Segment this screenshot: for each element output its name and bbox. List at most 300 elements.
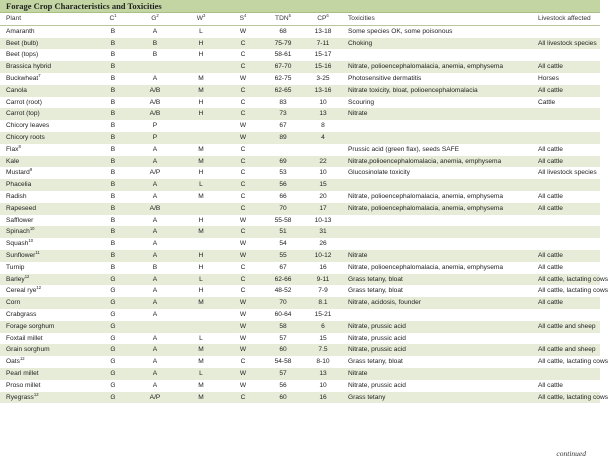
- table-cell: [178, 132, 224, 144]
- table-cell: 9-11: [304, 274, 342, 286]
- table-cell: A: [152, 240, 158, 248]
- table-row: [0, 274, 600, 286]
- table-row: [0, 179, 600, 191]
- table-cell: A: [152, 287, 158, 295]
- table-cell: All cattle: [538, 192, 563, 200]
- table-cell: 55-58: [274, 216, 292, 224]
- table-row: [0, 333, 600, 345]
- table-cell: [342, 132, 532, 144]
- table-cell: A/B: [149, 98, 161, 106]
- table-cell: Nitrate, prussic acid: [348, 381, 406, 389]
- table-cell: C: [240, 287, 246, 295]
- table-cell: 54-58: [274, 358, 292, 366]
- table-cell: W: [239, 240, 247, 248]
- table-cell: [342, 215, 532, 227]
- table-cell: A: [132, 250, 178, 262]
- plant-cell: Oats$^{12}$: [6, 356, 25, 366]
- table-cell: [532, 108, 600, 120]
- table-cell: G: [94, 392, 132, 404]
- table-cell: B: [94, 203, 132, 215]
- table-cell: Nitrate, polioencephalomalacia, anemia, emphysema: [342, 61, 532, 73]
- table-cell: C: [240, 51, 246, 59]
- table-cell: Nitrate,polioencephalomalacia, anemia, emphysema: [342, 156, 532, 168]
- table-cell: 10-13: [314, 216, 332, 224]
- table-cell: 53: [279, 169, 287, 177]
- plant-cell: Crabgrass: [6, 310, 37, 318]
- plant-cell: Carrot (root): [6, 98, 42, 106]
- plant-cell: Phacelia: [0, 179, 94, 191]
- table-cell: C: [240, 263, 246, 271]
- plant-cell: Grain sorghum: [0, 344, 94, 356]
- table-cell: H: [198, 287, 204, 295]
- table-cell: P: [152, 122, 158, 130]
- table-cell: Glucosinolate toxicity: [348, 169, 410, 177]
- table-cell: 15-21: [314, 310, 332, 318]
- column-header: Plant: [0, 13, 94, 25]
- table-cell: 10: [319, 98, 327, 106]
- table-cell: Nitrate, polioencephalomalacia, anemia, emphysema: [348, 263, 504, 271]
- table-cell: G: [110, 287, 116, 295]
- table-cell: All livestock species: [538, 169, 597, 177]
- table-cell: W: [239, 334, 247, 342]
- table-cell: G: [110, 334, 116, 342]
- table-cell: B: [94, 179, 132, 191]
- table-cell: A: [152, 216, 158, 224]
- table-cell: [178, 321, 224, 333]
- table-row: [0, 85, 600, 97]
- plant-cell: Amaranth: [6, 27, 35, 35]
- column-header: Toxicities: [342, 13, 532, 25]
- table-cell: [132, 61, 178, 73]
- table-cell: L: [178, 179, 224, 191]
- table-cell: All cattle: [538, 145, 563, 153]
- table-cell: [342, 226, 532, 238]
- table-cell: C: [240, 98, 246, 106]
- table-cell: Grass tetany, bloat: [348, 358, 403, 366]
- table-cell: M: [178, 392, 224, 404]
- table-cell: [342, 238, 532, 250]
- table-cell: 57: [262, 368, 304, 380]
- table-cell: A: [152, 145, 158, 153]
- table-cell: 7-11: [304, 38, 342, 50]
- table-cell: G: [94, 321, 132, 333]
- table-cell: 55: [262, 250, 304, 262]
- table-cell: All cattle: [532, 85, 600, 97]
- plant-cell: Beet (tops): [6, 51, 39, 59]
- table-cell: Grass tetany, bloat: [348, 287, 403, 295]
- table-cell: [132, 321, 178, 333]
- table-cell: 66: [279, 192, 287, 200]
- table-cell: B: [94, 250, 132, 262]
- table-cell: A: [152, 192, 158, 200]
- table-cell: W: [239, 74, 247, 82]
- column-header: $G^2$: [132, 13, 178, 25]
- table-cell: B: [94, 108, 132, 120]
- table-cell: 70: [262, 297, 304, 309]
- table-cell: 68: [279, 27, 287, 35]
- table-cell: G: [94, 344, 132, 356]
- table-cell: 15-17: [314, 51, 332, 59]
- table-row: [0, 321, 600, 333]
- table-cell: 26: [319, 240, 327, 248]
- table-cell: H: [198, 216, 204, 224]
- table-cell: C: [240, 169, 246, 177]
- table-cell: 16: [304, 392, 342, 404]
- table-cell: B: [152, 51, 158, 59]
- table-row: [0, 392, 600, 404]
- table-cell: B: [110, 145, 116, 153]
- table-cell: G: [110, 310, 116, 318]
- table-body: [0, 25, 608, 403]
- table-cell: H: [198, 98, 204, 106]
- table-row: [0, 156, 600, 168]
- table-cell: C: [240, 192, 246, 200]
- table-cell: A: [152, 74, 158, 82]
- table-cell: Nitrate, prussic acid: [342, 321, 532, 333]
- table-cell: B: [110, 122, 116, 130]
- table-cell: C: [224, 274, 262, 286]
- table-cell: [532, 238, 600, 250]
- table-cell: All livestock species: [532, 38, 600, 50]
- table-cell: B: [110, 216, 116, 224]
- table-cell: W: [239, 381, 247, 389]
- table-cell: 67-70: [262, 61, 304, 73]
- table-cell: B: [110, 98, 116, 106]
- table-cell: Nitrate, prussic acid: [342, 344, 532, 356]
- table-cell: Choking: [342, 38, 532, 50]
- table-cell: [532, 333, 600, 345]
- table-cell: 3-25: [316, 74, 330, 82]
- table-cell: All cattle: [532, 156, 600, 168]
- table-row: [0, 238, 600, 250]
- table-cell: [342, 179, 532, 191]
- plant-cell: Barley$^{12}$: [0, 274, 94, 286]
- table-cell: 15-16: [304, 61, 342, 73]
- table-cell: B: [110, 169, 116, 177]
- table-title: Forage Crop Characteristics and Toxicities: [0, 0, 600, 13]
- table-cell: B: [94, 61, 132, 73]
- table-cell: [178, 238, 224, 250]
- table-cell: 67: [279, 122, 287, 130]
- column-header: $CP^6$: [304, 13, 342, 25]
- column-header: $S^4$: [224, 13, 262, 25]
- table-row: [0, 132, 600, 144]
- table-cell: A: [132, 179, 178, 191]
- table-cell: All cattle: [532, 297, 600, 309]
- table-cell: 20: [319, 192, 327, 200]
- table-cell: 10: [319, 169, 327, 177]
- table-cell: A: [152, 358, 158, 366]
- table-cell: M: [198, 145, 204, 153]
- table-cell: 10-12: [304, 250, 342, 262]
- table-cell: A/B: [132, 108, 178, 120]
- table-cell: Nitrate, prussic acid: [348, 334, 406, 342]
- table-cell: L: [178, 368, 224, 380]
- table-cell: 10: [319, 381, 327, 389]
- table-cell: 13-16: [304, 85, 342, 97]
- table-cell: C: [224, 392, 262, 404]
- plant-cell: Pearl millet: [0, 368, 94, 380]
- table-cell: [178, 120, 224, 132]
- table-cell: B: [94, 156, 132, 168]
- table-cell: 15: [304, 179, 342, 191]
- table-cell: 56: [262, 179, 304, 191]
- plant-cell: Foxtail millet: [6, 334, 43, 342]
- table-cell: [178, 309, 224, 321]
- plant-cell: Chicory leaves: [6, 122, 50, 130]
- column-header: $W^3$: [178, 13, 224, 25]
- table-cell: M: [198, 381, 204, 389]
- plant-cell: Chicory roots: [0, 132, 94, 144]
- table-row: [0, 356, 600, 368]
- plant-cell: Kale: [0, 156, 94, 168]
- table-row: [0, 167, 600, 179]
- table-row: [0, 368, 600, 380]
- table-cell: 4: [304, 132, 342, 144]
- table-cell: All cattle: [532, 250, 600, 262]
- plant-cell: Carrot (top): [0, 108, 94, 120]
- table-cell: 58-61: [274, 51, 292, 59]
- table-row: [0, 144, 600, 156]
- table-cell: W: [239, 27, 247, 35]
- table-cell: M: [178, 156, 224, 168]
- table-cell: 8: [321, 122, 325, 130]
- table-cell: 48-52: [274, 287, 292, 295]
- table-cell: Nitrate, polioencephalomalacia, anemia, emphysema: [348, 192, 504, 200]
- table-cell: A: [132, 274, 178, 286]
- table-cell: 75-79: [262, 38, 304, 50]
- table-cell: C: [240, 145, 246, 153]
- table-cell: C: [224, 61, 262, 73]
- table-cell: 13-18: [314, 27, 332, 35]
- table-row: [0, 25, 600, 37]
- table-cell: C: [224, 156, 262, 168]
- table-cell: C: [224, 85, 262, 97]
- continued-note: continued: [556, 449, 586, 458]
- table-header: [0, 13, 600, 25]
- table-cell: [532, 226, 600, 238]
- table-cell: 22: [304, 156, 342, 168]
- plant-cell: Proso millet: [6, 381, 41, 389]
- table-cell: H: [178, 108, 224, 120]
- table-cell: M: [198, 358, 204, 366]
- table-cell: B: [132, 38, 178, 50]
- plant-cell: Flax$^8$: [6, 143, 21, 153]
- plant-cell: Squash$^{10}$: [6, 238, 34, 248]
- table-cell: W: [239, 216, 247, 224]
- table-cell: [532, 368, 600, 380]
- table-cell: All cattle: [532, 203, 600, 215]
- table-cell: [342, 309, 532, 321]
- column-header: Livestock affected: [532, 13, 600, 25]
- table-cell: 31: [304, 226, 342, 238]
- table-cell: All cattle, lactating cows: [538, 358, 608, 366]
- table-cell: C: [224, 203, 262, 215]
- table-cell: 7.5: [304, 344, 342, 356]
- table-row: [0, 297, 600, 309]
- table-cell: B: [110, 74, 116, 82]
- table-cell: All cattle, lactating cows: [532, 274, 600, 286]
- table-cell: C: [224, 226, 262, 238]
- table-cell: H: [198, 263, 204, 271]
- plant-cell: Mustard$^9$: [6, 167, 33, 177]
- table-cell: All cattle: [538, 381, 563, 389]
- table-cell: Nitrate, acidosis, founder: [342, 297, 532, 309]
- table-cell: B: [110, 240, 116, 248]
- plant-cell: Rapeseed: [0, 203, 94, 215]
- table-cell: 83: [279, 98, 287, 106]
- table-cell: W: [239, 122, 247, 130]
- table-cell: 62-75: [274, 74, 292, 82]
- plant-cell: Canola: [0, 85, 94, 97]
- table-cell: Cattle: [538, 98, 556, 106]
- table-cell: G: [110, 358, 116, 366]
- table-cell: Nitrate, polioencephalomalacia, anemia, emphysema: [342, 203, 532, 215]
- table-cell: M: [178, 297, 224, 309]
- table-cell: Scouring: [348, 98, 375, 106]
- table-cell: 67: [279, 263, 287, 271]
- table-cell: 13: [304, 108, 342, 120]
- table-cell: 7-9: [318, 287, 328, 295]
- table-row: [0, 38, 600, 50]
- table-cell: [532, 132, 600, 144]
- table-cell: 8.1: [304, 297, 342, 309]
- table-cell: H: [178, 250, 224, 262]
- table-cell: A: [132, 344, 178, 356]
- table-cell: 54: [279, 240, 287, 248]
- table-row: [0, 49, 600, 61]
- table-cell: 56: [279, 381, 287, 389]
- table-cell: [304, 144, 342, 156]
- table-cell: 58: [262, 321, 304, 333]
- table-cell: Horses: [538, 74, 559, 82]
- table-row: [0, 73, 600, 85]
- table-cell: B: [110, 27, 116, 35]
- plant-cell: Buckwheat$^7$: [6, 72, 41, 82]
- plant-cell: Ryegrass$^{12}$: [0, 392, 94, 404]
- table-cell: M: [198, 74, 204, 82]
- table-cell: B: [152, 263, 158, 271]
- table-cell: 73: [262, 108, 304, 120]
- plant-cell: Sunflower$^{11}$: [0, 250, 94, 262]
- table-cell: B: [94, 85, 132, 97]
- table-cell: 57: [279, 334, 287, 342]
- table-cell: A/B: [132, 203, 178, 215]
- table-cell: W: [224, 297, 262, 309]
- table-cell: 60: [262, 344, 304, 356]
- plant-cell: Spinach$^{10}$: [0, 226, 94, 238]
- table-cell: G: [94, 368, 132, 380]
- table-row: [0, 97, 600, 109]
- table-cell: W: [224, 368, 262, 380]
- table-row: [0, 108, 600, 120]
- table-cell: L: [178, 274, 224, 286]
- table-cell: L: [199, 27, 203, 35]
- table-cell: B: [94, 226, 132, 238]
- table-cell: A: [132, 226, 178, 238]
- table-cell: Nitrate toxicity, bloat, polioencephalomalacia: [342, 85, 532, 97]
- table-cell: 89: [262, 132, 304, 144]
- table-cell: A/P: [149, 169, 161, 177]
- table-cell: A/B: [132, 85, 178, 97]
- table-cell: A/P: [132, 392, 178, 404]
- table-cell: B: [110, 192, 116, 200]
- table-cell: W: [224, 321, 262, 333]
- table-cell: B: [110, 263, 116, 271]
- column-header: TDN$^5$: [262, 13, 304, 25]
- plant-cell: Safflower: [6, 216, 34, 224]
- table-cell: G: [110, 381, 116, 389]
- table-cell: B: [110, 51, 116, 59]
- table-cell: W: [239, 310, 247, 318]
- table-cell: [532, 120, 600, 132]
- table-cell: B: [94, 132, 132, 144]
- table-cell: [342, 120, 532, 132]
- table-row: [0, 215, 600, 227]
- table-cell: C: [240, 358, 246, 366]
- table-cell: H: [178, 38, 224, 50]
- plant-cell: Cereal rye$^{12}$: [6, 285, 42, 295]
- table-cell: 17: [304, 203, 342, 215]
- table-cell: B: [94, 38, 132, 50]
- table-cell: W: [224, 344, 262, 356]
- table-cell: 8-10: [316, 358, 330, 366]
- table-cell: 62-66: [262, 274, 304, 286]
- table-cell: 70: [262, 203, 304, 215]
- table-cell: All cattle and sheep: [532, 321, 600, 333]
- table-cell: C: [224, 179, 262, 191]
- table-cell: A: [152, 381, 158, 389]
- table-cell: All cattle, lactating cows: [538, 287, 608, 295]
- table-cell: W: [224, 132, 262, 144]
- table-cell: 16: [319, 263, 327, 271]
- table-cell: 60: [262, 392, 304, 404]
- plant-cell: Turnip: [6, 263, 25, 271]
- table-cell: [532, 49, 600, 61]
- table-cell: All cattle: [532, 61, 600, 73]
- table-cell: A: [132, 156, 178, 168]
- table-cell: 62-65: [262, 85, 304, 97]
- table-cell: M: [178, 344, 224, 356]
- table-cell: [532, 215, 600, 227]
- table-cell: [532, 25, 600, 37]
- table-cell: G: [94, 297, 132, 309]
- table-cell: H: [198, 169, 204, 177]
- forage-crop-table: [0, 13, 608, 403]
- table-cell: All cattle and sheep: [532, 344, 600, 356]
- table-cell: 60-64: [274, 310, 292, 318]
- table-cell: [178, 61, 224, 73]
- table-row: [0, 203, 600, 215]
- table-cell: Prussic acid (green flax), seeds SAFE: [348, 145, 460, 153]
- table-cell: 13: [304, 368, 342, 380]
- header-row: [0, 13, 600, 25]
- table-cell: Photosensitive dermatitis: [348, 74, 422, 82]
- table-cell: C: [224, 38, 262, 50]
- table-cell: C: [224, 108, 262, 120]
- table-cell: A: [152, 310, 158, 318]
- table-cell: 51: [262, 226, 304, 238]
- table-cell: [178, 203, 224, 215]
- table-cell: Some species OK, some poisonous: [348, 27, 453, 35]
- table-cell: [342, 49, 532, 61]
- table-row: [0, 120, 600, 132]
- table-cell: [532, 179, 600, 191]
- table-cell: Nitrate: [342, 250, 532, 262]
- table-row: [0, 226, 600, 238]
- table-cell: Nitrate: [342, 108, 532, 120]
- table-cell: 15: [319, 334, 327, 342]
